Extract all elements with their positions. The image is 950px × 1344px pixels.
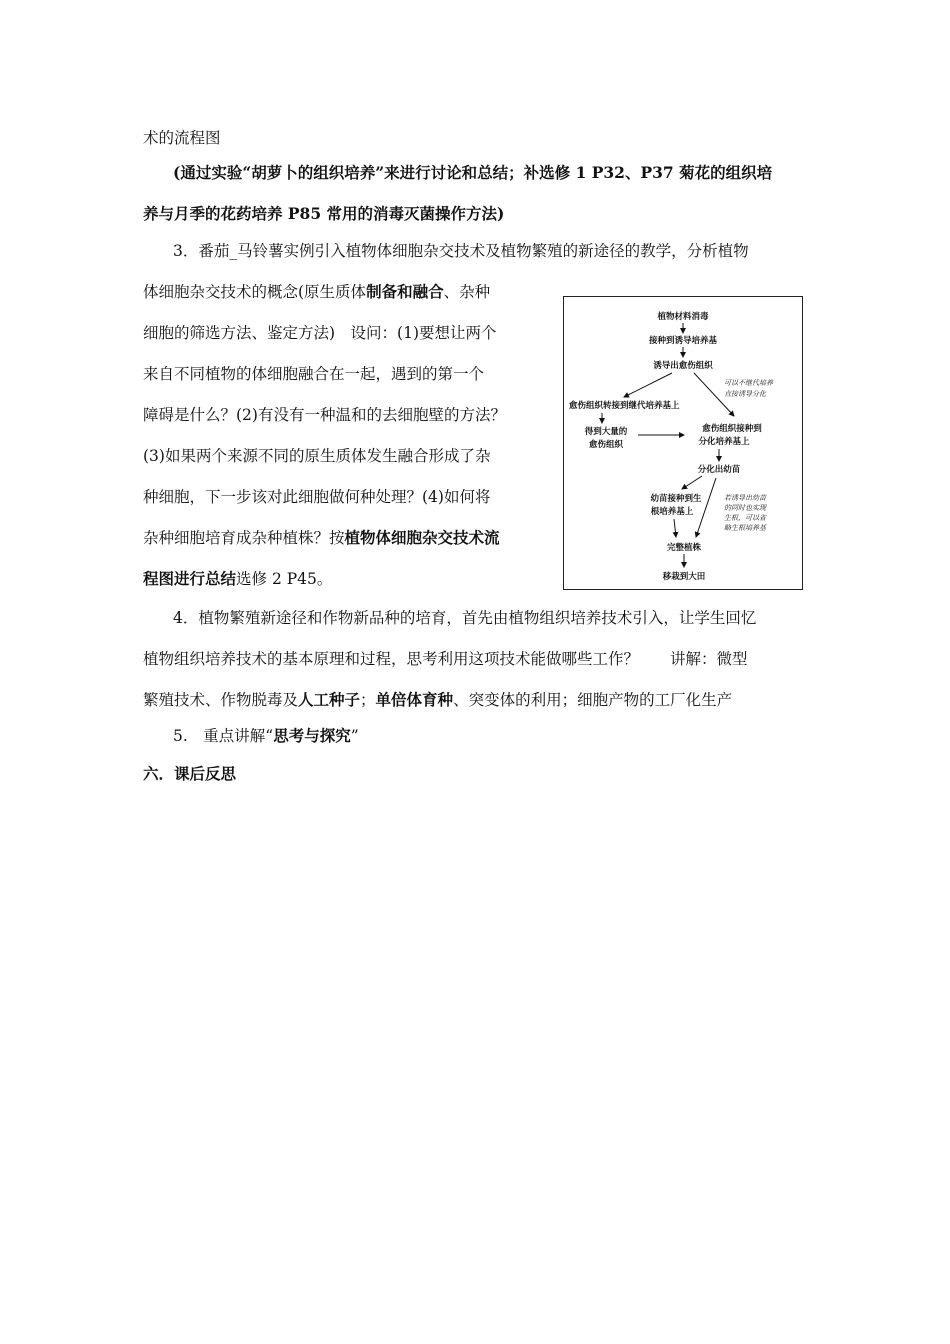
flow-node-2: 接种到诱导培养基: [648, 336, 718, 346]
text-line-3: 3．番茄_马铃薯实例引入植物体细胞杂交技术及植物繁殖的新途径的教学，分析植物: [173, 242, 749, 260]
flow-note-2c: 生根，可以省: [724, 514, 766, 522]
text-line-1: (通过实验“胡萝卜的组织培养”来进行讨论和总结；补选修 1 P32、P37 菊花的组织培: [173, 163, 773, 182]
text-line-0: 术的流程图: [143, 129, 221, 147]
text-line-12: 4．植物繁殖新途径和作物新品种的培育，首先由植物组织培养技术引入，让学生回忆: [173, 609, 757, 627]
text-line-15: 5. 重点讲解“思考与探究”: [173, 726, 359, 745]
flow-node-8b: 根培养基上: [650, 507, 694, 517]
text-line-5: 细胞的筛选方法、鉴定方法) 设问：(1)要想让两个: [143, 324, 497, 342]
flow-arrow-3a: [624, 373, 672, 397]
text-line-7: 障碍是什么？(2)有没有一种温和的去细胞壁的方法？: [143, 406, 506, 424]
flow-node-9: 完整植株: [666, 543, 702, 553]
text-line-8: (3)如果两个来源不同的原生质体发生融合形成了杂: [143, 447, 491, 465]
flow-note-2a: 若诱导出幼苗: [724, 494, 766, 502]
text-line-10: 杂种细胞培育成杂种植株？按植物体细胞杂交技术流: [143, 528, 500, 547]
section-heading: 六．课后反思: [143, 765, 237, 783]
flow-node-5a: 得到大量的: [584, 427, 628, 437]
flow-node-6b: 分化培养基上: [698, 437, 750, 447]
flow-node-8a: 幼苗接种到生: [650, 494, 702, 504]
flow-note-2d: 略生根培养基: [724, 524, 766, 532]
flowchart-svg: [564, 297, 802, 589]
flow-node-10: 移栽到大田: [662, 572, 706, 582]
flow-node-5b: 愈伤组织: [588, 440, 624, 450]
flow-node-7: 分化出幼苗: [697, 465, 741, 475]
flow-node-4: 愈伤组织转接到继代培养基上: [569, 401, 680, 411]
flowchart: [563, 296, 803, 590]
flow-note-1a: 可以不继代培养: [724, 379, 773, 387]
flow-arrow-7b: [696, 478, 716, 537]
flow-note-2b: 的同时也实现: [724, 504, 766, 512]
flow-node-6a: 愈伤组织接种到: [702, 424, 762, 434]
text-line-9: 种细胞，下一步该对此细胞做何种处理？(4)如何将: [143, 488, 491, 506]
text-line-6: 来自不同植物的体细胞融合在一起，遇到的第一个: [143, 365, 485, 383]
text-line-11: 程图进行总结选修 2 P45。: [143, 569, 333, 588]
flow-node-1: 植物材料消毒: [657, 312, 709, 322]
flow-arrow-8: [674, 519, 676, 537]
text-line-2: 养与月季的花药培养 P85 常用的消毒灭菌操作方法): [143, 204, 505, 223]
text-line-14: 繁殖技术、作物脱毒及人工种子；单倍体育种、突变体的利用；细胞产物的工厂化生产: [143, 690, 733, 709]
text-line-4: 体细胞杂交技术的概念(原生质体制备和融合、杂种: [143, 282, 491, 301]
flow-note-1b: 直接诱导分化: [724, 390, 766, 398]
flow-arrow-7a: [682, 476, 702, 489]
flow-node-3: 诱导出愈伤组织: [653, 361, 713, 371]
text-line-13: 植物组织培养技术的基本原理和过程，思考利用这项技术能做哪些工作？ 讲解：微型: [143, 650, 748, 668]
